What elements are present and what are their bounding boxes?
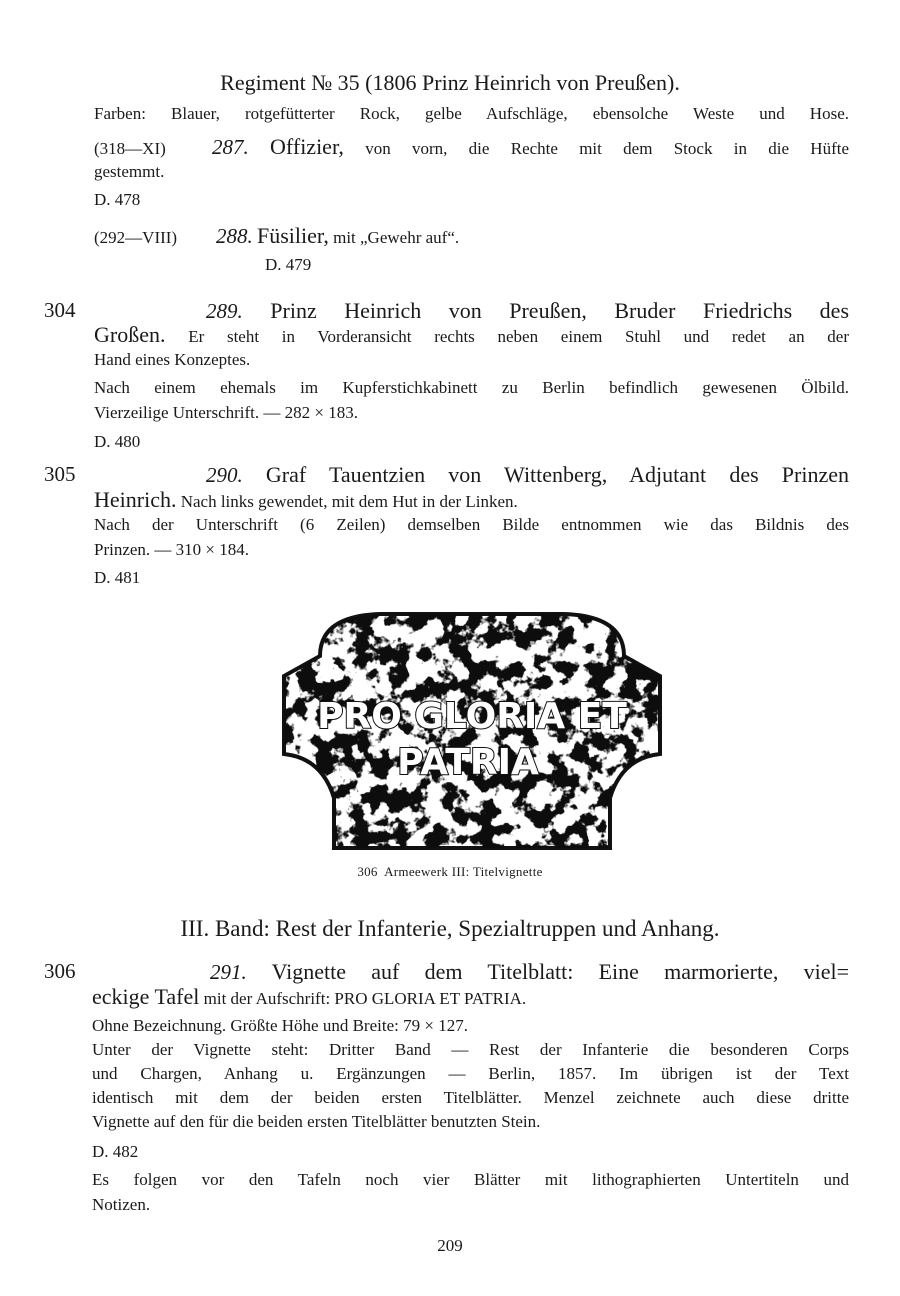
entry-291-note1: Ohne Bezeichnung. Größte Höhe und Breite: 79 × 127. bbox=[92, 1016, 468, 1035]
entry-290-text: Nach links gewendet, mit dem Hut in der Linken. bbox=[180, 492, 518, 511]
entry-291-follow-cont: Notizen. bbox=[92, 1195, 151, 1214]
entry-290-title-cont: Heinrich. bbox=[94, 487, 177, 512]
entry-287-d: D. 478 bbox=[94, 190, 141, 209]
entry-288-title: Füsilier, bbox=[257, 223, 329, 248]
entry-289-number: 289. bbox=[206, 299, 243, 323]
entry-289-note-cont: Vierzeilige Unterschrift. — 282 × 183. bbox=[94, 403, 358, 422]
entry-291-note2: Unter der Vignette steht: Dritter Band — Rest der Infanterie die besonderen Corps bbox=[92, 1040, 849, 1059]
entry-291-number: 291. bbox=[210, 960, 247, 984]
entry-291-note3: und Chargen, Anhang u. Ergänzungen — Berlin, 1857. Im übrigen ist der Text bbox=[92, 1064, 849, 1083]
entry-291-line2 bbox=[92, 984, 526, 1010]
entry-287-text-cont: gestemmt. bbox=[94, 162, 165, 181]
entry-291-text: mit der Aufschrift: PRO GLORIA ET PATRIA. bbox=[203, 989, 527, 1008]
entry-290-side-number: 305 bbox=[44, 462, 76, 486]
entry-289-side-number: 304 bbox=[44, 298, 76, 322]
entry-291-side-number: 306 bbox=[44, 959, 76, 983]
entry-287-ref: (318—XI) bbox=[94, 139, 166, 158]
page-number: 209 bbox=[437, 1236, 463, 1255]
entry-288-number: 288. bbox=[216, 224, 253, 248]
entry-290-number: 290. bbox=[206, 463, 243, 487]
entry-288-line bbox=[216, 223, 459, 249]
entry-291-title-cont: eckige Tafel bbox=[92, 984, 200, 1009]
entry-289-note: Nach einem ehemals im Kupferstichkabinett zu Berlin befindlich gewesenen Ölbild. bbox=[94, 378, 849, 397]
entry-290-d: D. 481 bbox=[94, 568, 141, 587]
vignette-inscription-line1: PRO GLORIA ET bbox=[317, 696, 627, 737]
entry-287-number: 287. bbox=[212, 135, 249, 159]
marbled-tablet-vignette bbox=[280, 608, 664, 854]
entry-287-text: von vorn, die Rechte mit dem Stock in die Hüfte bbox=[365, 139, 850, 158]
entry-288-d: D. 479 bbox=[265, 255, 312, 274]
entry-289-d: D. 480 bbox=[94, 432, 141, 451]
entry-289-text: Er steht in Vorderansicht rechts neben einem Stuhl und redet an der bbox=[188, 327, 850, 346]
entry-290-title-line bbox=[206, 462, 849, 488]
entry-291-follow: Es folgen vor den Tafeln noch vier Blätter mit lithographierten Untertiteln und bbox=[92, 1170, 849, 1189]
entry-289-title-line bbox=[206, 298, 849, 324]
entry-291-title: Vignette auf dem Titelblatt: Eine marmorierte, viel= bbox=[271, 959, 849, 984]
vignette-caption: 306 Armeewerk III: Titelvignette bbox=[357, 864, 543, 879]
entry-289-line2 bbox=[94, 322, 849, 348]
regiment-colors: Farben: Blauer, rotgefütterter Rock, gelbe Aufschläge, ebensolche Weste und Hose. bbox=[94, 104, 849, 123]
entry-291-title-line bbox=[210, 959, 849, 985]
entry-290-note-cont: Prinzen. — 310 × 184. bbox=[94, 540, 250, 559]
entry-289-title-cont: Großen. bbox=[94, 322, 166, 347]
entry-291-note5: Vignette auf den für die beiden ersten Titelblätter benutzten Stein. bbox=[92, 1112, 541, 1131]
vignette-inscription-line2: PATRIA bbox=[397, 742, 539, 783]
entry-288-text: mit „Gewehr auf“. bbox=[333, 228, 460, 247]
entry-291-note4: identisch mit dem der beiden ersten Titelblätter. Menzel zeichnete auch diese dritte bbox=[92, 1088, 849, 1107]
entry-291-d: D. 482 bbox=[92, 1142, 139, 1161]
entry-290-title: Graf Tauentzien von Wittenberg, Adjutant des Prinzen bbox=[265, 462, 849, 487]
entry-289-text-cont: Hand eines Konzeptes. bbox=[94, 350, 251, 369]
band-heading: III. Band: Rest der Infanterie, Spezialtruppen und Anhang. bbox=[180, 916, 720, 941]
entry-288-ref: (292—VIII) bbox=[94, 228, 178, 247]
entry-287-title: Offizier, bbox=[270, 134, 344, 159]
entry-290-line2 bbox=[94, 487, 518, 513]
regiment-heading: Regiment № 35 (1806 Prinz Heinrich von Preußen). bbox=[220, 70, 680, 95]
entry-289-title: Prinz Heinrich von Preußen, Bruder Friedrichs des bbox=[270, 298, 850, 323]
entry-287-line1 bbox=[212, 134, 849, 160]
entry-290-note: Nach der Unterschrift (6 Zeilen) demselben Bilde entnommen wie das Bildnis des bbox=[94, 515, 849, 534]
